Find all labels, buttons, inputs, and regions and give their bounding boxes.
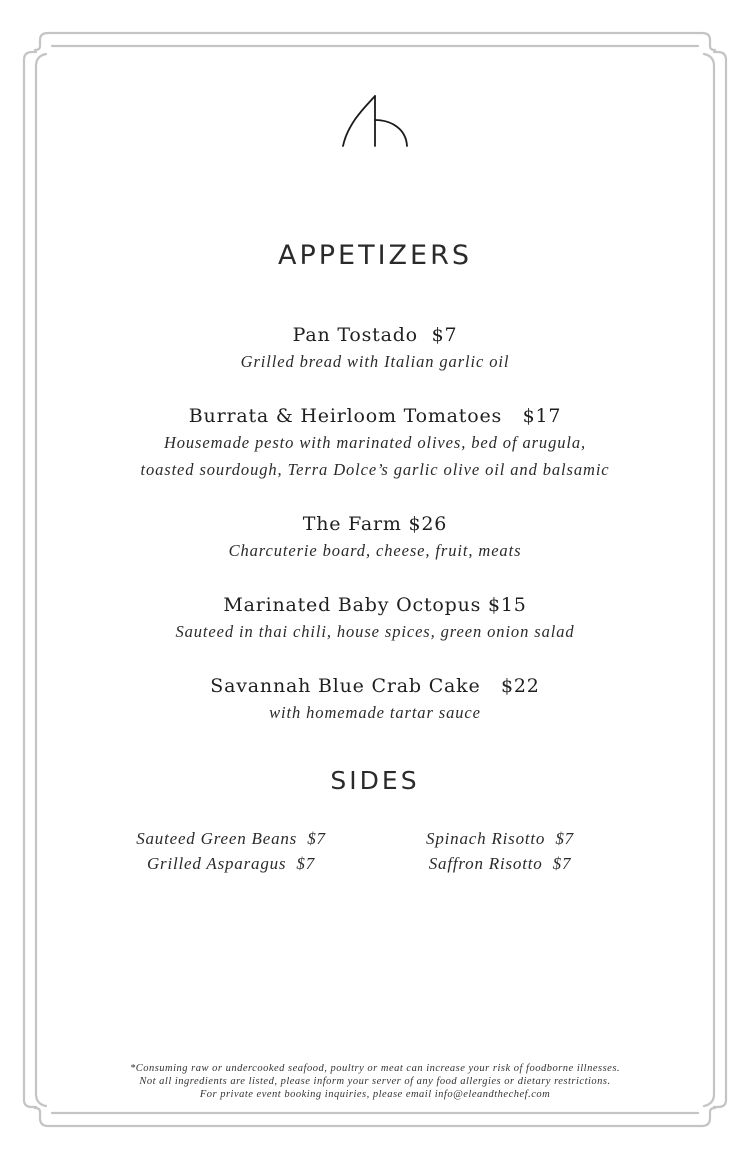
side-item: Spinach Risotto $7 <box>426 829 574 848</box>
arch-monogram-logo <box>338 90 412 150</box>
menu-item-description: Housemade pesto with marinated olives, bed of arugula, <box>163 433 587 452</box>
menu-item-description: toasted sourdough, Terra Dolce’s garlic olive oil and balsamic <box>140 460 610 479</box>
footer-disclaimer <box>0 1062 750 1101</box>
sides-column-left <box>81 826 381 876</box>
sides-column-right <box>350 826 650 876</box>
side-item: Grilled Asparagus $7 <box>146 854 316 873</box>
menu-item-description: Grilled bread with Italian garlic oil <box>240 352 510 371</box>
footer-line: Not all ingredients are listed, please inform your server of any food allergies or dietary restrictions. <box>139 1076 611 1087</box>
appetizers-heading: APPETIZERS <box>277 240 472 271</box>
menu-item-description: Charcuterie board, cheese, fruit, meats <box>228 541 522 560</box>
menu-item <box>0 673 750 726</box>
menu-item-description: Sauteed in thai chili, house spices, green onion salad <box>175 622 575 641</box>
footer-line: *Consuming raw or undercooked seafood, poultry or meat can increase your risk of foodborne illnesses. <box>129 1063 621 1074</box>
menu-item-name: The Farm $26 <box>302 513 448 535</box>
side-item: Sauteed Green Beans $7 <box>136 829 326 848</box>
menu-item-name: Savannah Blue Crab Cake $22 <box>210 675 540 697</box>
menu-item <box>0 403 750 483</box>
menu-item <box>0 592 750 645</box>
menu-item <box>0 322 750 375</box>
menu-item-name: Burrata & Heirloom Tomatoes $17 <box>188 405 562 427</box>
sides-heading: SIDES <box>330 766 420 795</box>
side-item: Saffron Risotto $7 <box>428 854 572 873</box>
menu-item <box>0 511 750 564</box>
footer-line: For private event booking inquiries, please email info@eleandthechef.com <box>199 1089 551 1100</box>
menu-item-name: Marinated Baby Octopus $15 <box>223 594 527 616</box>
menu-item-name: Pan Tostado $7 <box>292 324 458 346</box>
menu-item-description: with homemade tartar sauce <box>269 703 481 722</box>
